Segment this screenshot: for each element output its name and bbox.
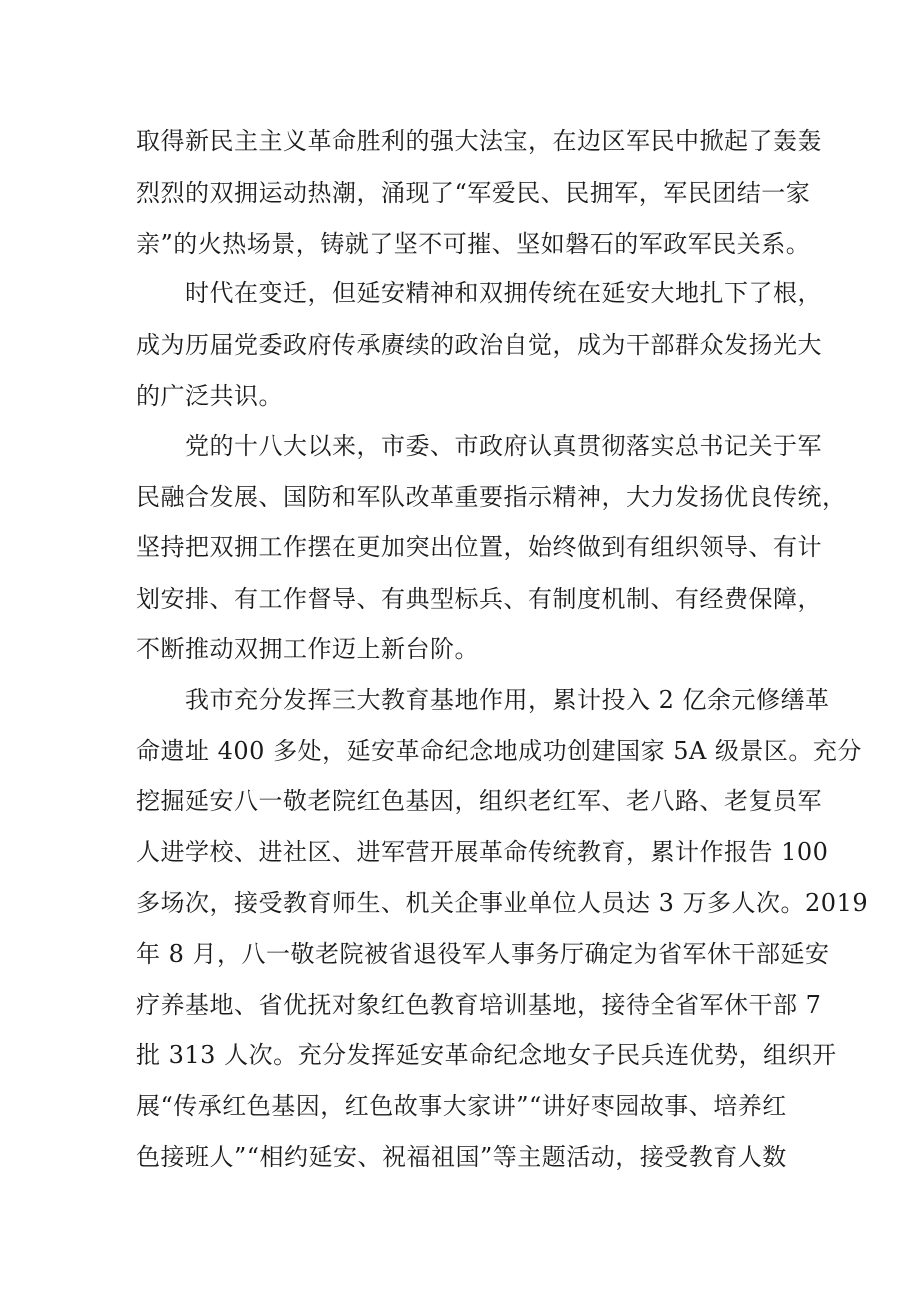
- text-line: 亲”的火热场景，铸就了坚不可摧、坚如磐石的军政军民关系。: [136, 230, 811, 258]
- text-line: 的广泛共识。: [136, 382, 283, 410]
- text-line: 划安排、有工作督导、有典型标兵、有制度机制、有经费保障，: [136, 585, 822, 613]
- text-line: 人进学校、进社区、进军营开展革命传统教育，累计作报告 100: [136, 838, 829, 866]
- text-line: 不断推动双拥工作迈上新台阶。: [136, 635, 479, 663]
- text-line: 时代在变迁，但延安精神和双拥传统在延安大地扎下了根，: [136, 279, 822, 307]
- text-line: 多场次，接受教育师生、机关企事业单位人员达 3 万多人次。2019: [136, 889, 869, 917]
- text-line: 色接班人”“相约延安、祝福祖国”等主题活动，接受教育人数: [136, 1143, 787, 1171]
- text-line: 展“传承红色基因，红色故事大家讲”“讲好枣园故事、培养红: [136, 1092, 787, 1120]
- text-line: 坚持把双拥工作摆在更加突出位置，始终做到有组织领导、有计: [136, 533, 822, 561]
- text-line: 烈烈的双拥运动热潮，涌现了“军爱民、民拥军，军民团结一家: [136, 179, 811, 207]
- text-line: 民融合发展、国防和军队改革重要指示精神，大力发扬优良传统，: [136, 483, 847, 511]
- text-line: 取得新民主主义革命胜利的强大法宝，在边区军民中掀起了轰轰: [136, 127, 822, 155]
- text-line: 命遗址 400 多处，延安革命纪念地成功创建国家 5A 级景区。充分: [136, 737, 862, 765]
- text-line: 挖掘延安八一敬老院红色基因，组织老红军、老八路、老复员军: [136, 787, 822, 815]
- text-line: 批 313 人次。充分发挥延安革命纪念地女子民兵连优势，组织开: [136, 1041, 837, 1069]
- text-line: 党的十八大以来，市委、市政府认真贯彻落实总书记关于军: [136, 432, 822, 460]
- text-line: 年 8 月，八一敬老院被省退役军人事务厅确定为省军休干部延安: [136, 940, 830, 968]
- text-line: 我市充分发挥三大教育基地作用，累计投入 2 亿余元修缮革: [136, 686, 830, 714]
- text-line: 成为历届党委政府传承赓续的政治自觉，成为干部群众发扬光大: [136, 331, 822, 359]
- text-line: 疗养基地、省优抚对象红色教育培训基地，接待全省军休干部 7: [136, 991, 822, 1019]
